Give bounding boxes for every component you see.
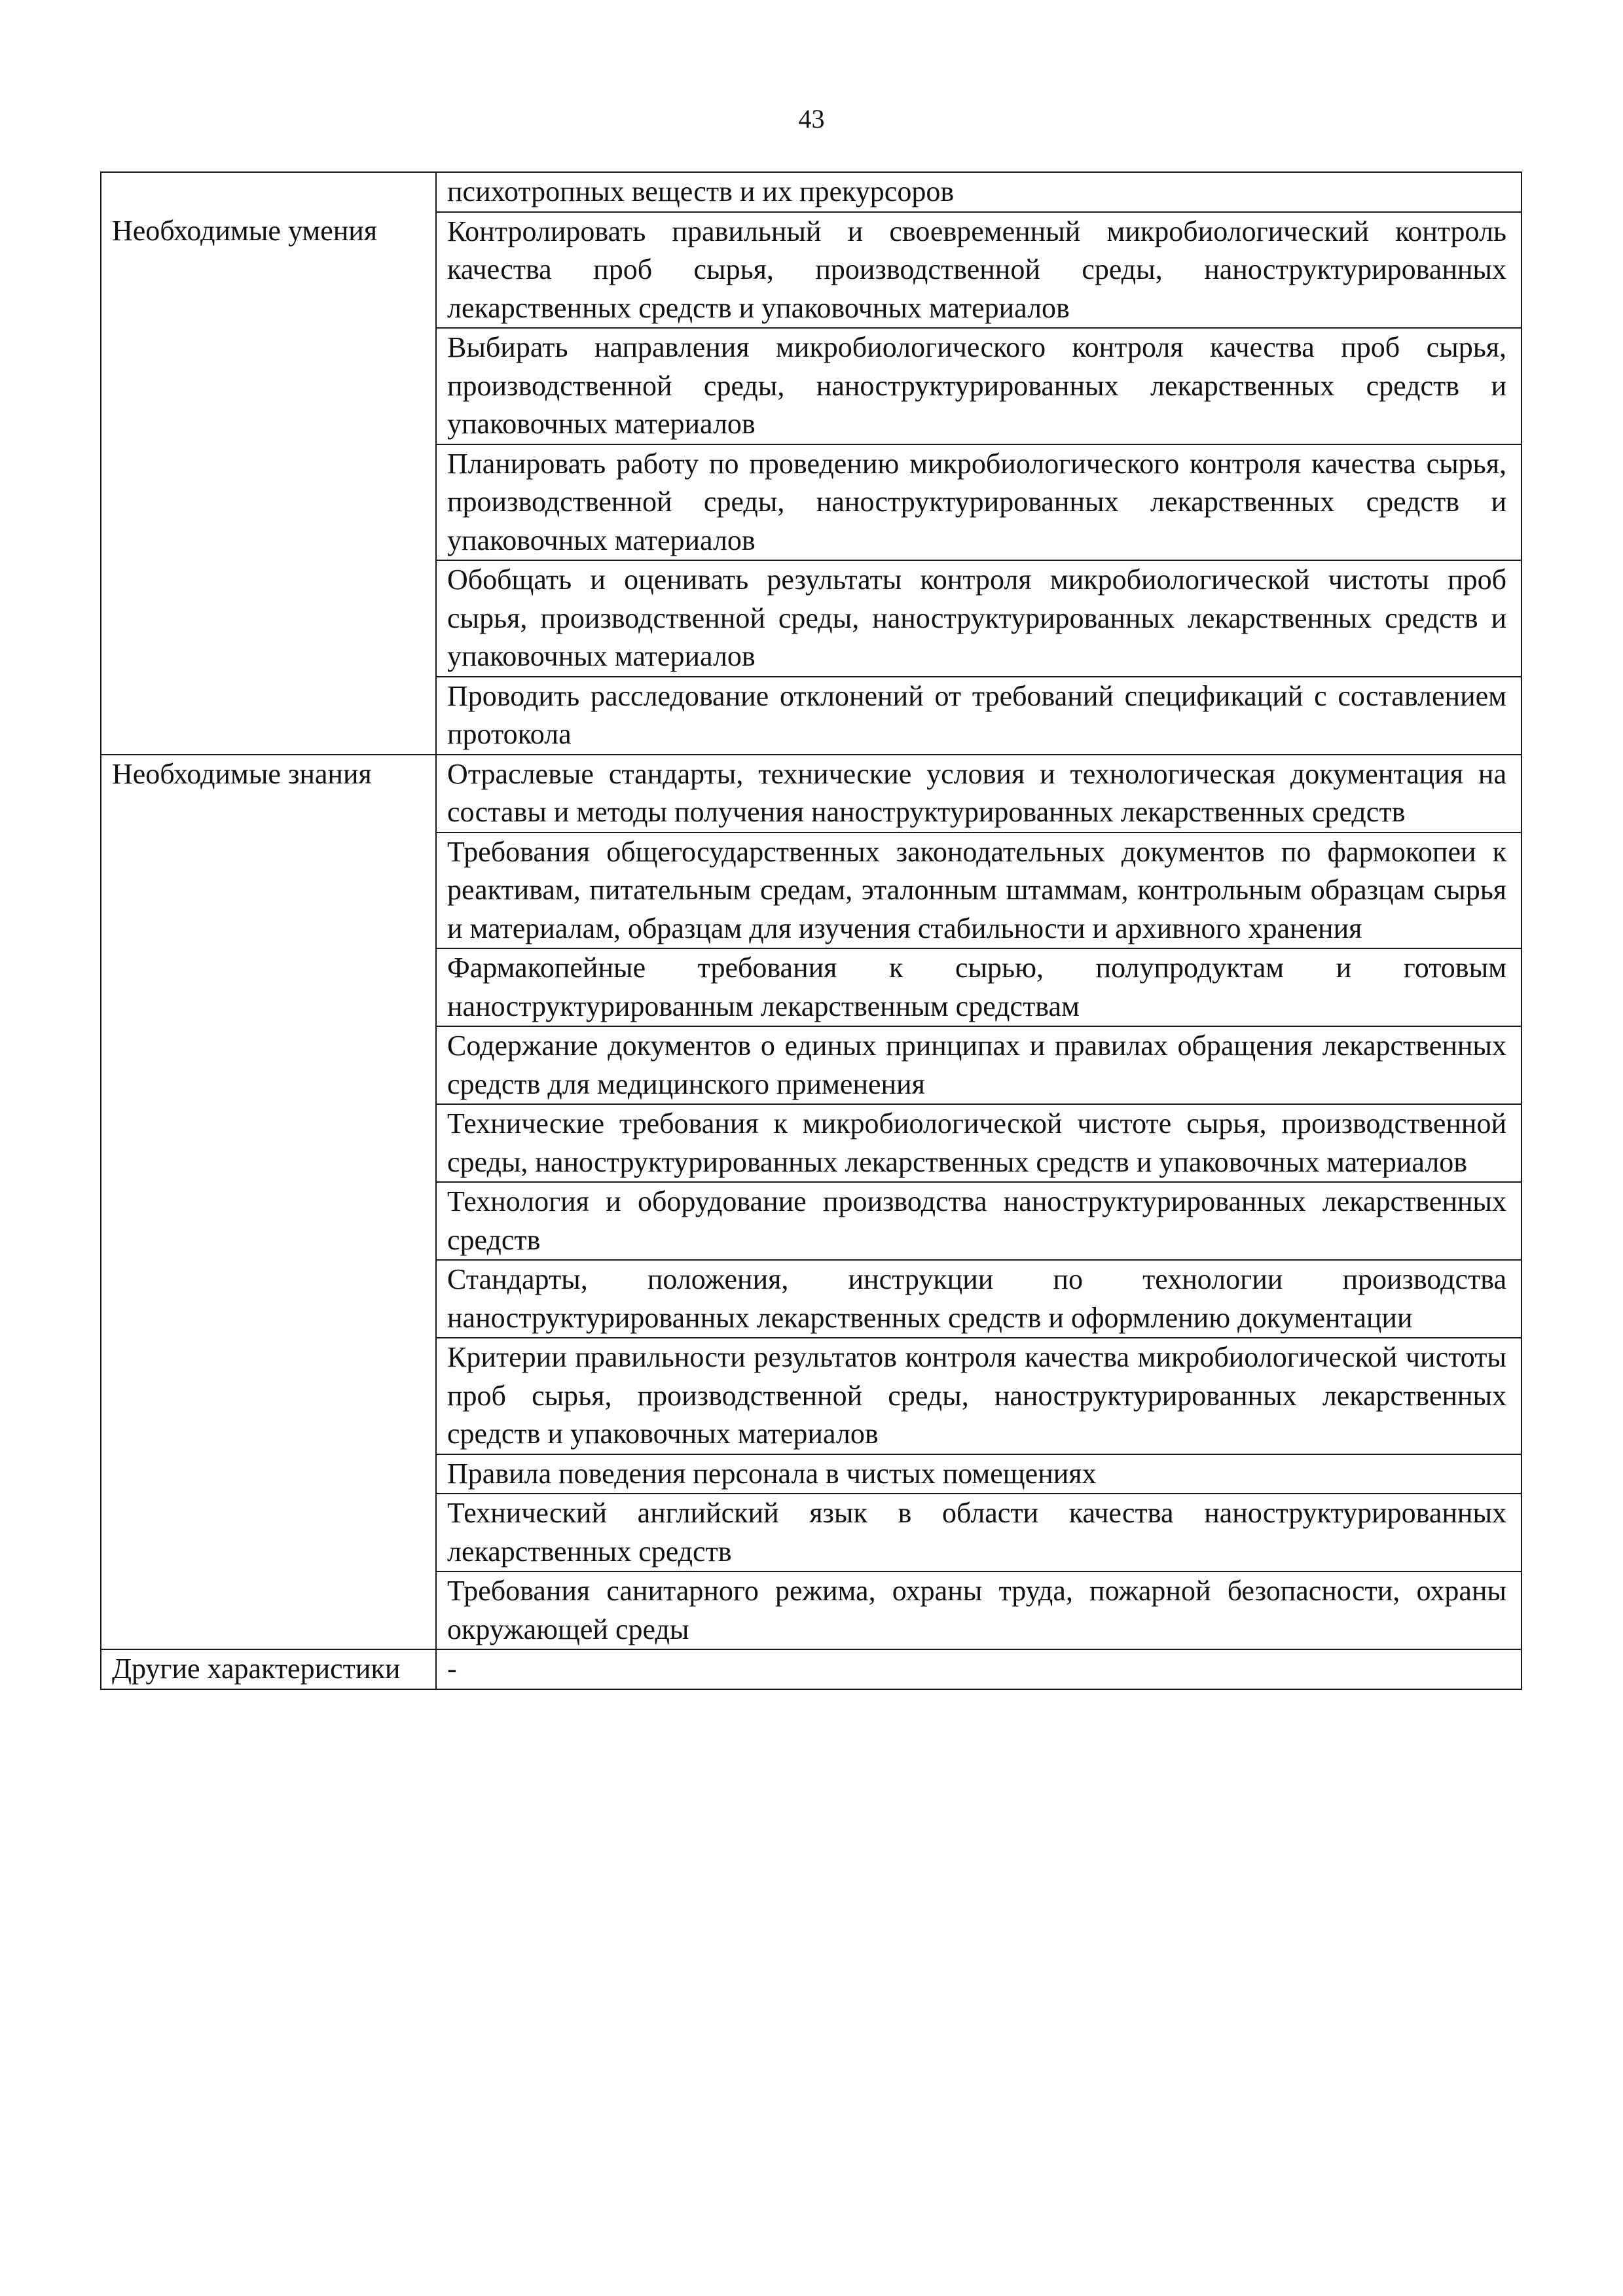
row-label	[101, 677, 436, 755]
row-value: Обобщать и оценивать результаты контроля микробиологической чистоты проб сырья, производственной среды, наноструктурированных лекарственных средств и упаковочных материалов	[436, 560, 1522, 677]
row-label-other: Другие характеристики	[101, 1649, 436, 1689]
table-row	[101, 560, 1522, 677]
table-row	[101, 677, 1522, 755]
row-label	[101, 1182, 436, 1260]
row-label	[101, 833, 436, 949]
row-value: Фармакопейные требования к сырью, полупродуктам и готовым наноструктурированным лекарственным средствам	[436, 948, 1522, 1026]
row-label	[101, 1260, 436, 1338]
row-label	[101, 444, 436, 561]
row-value: Критерии правильности результатов контроля качества микробиологической чистоты проб сырья, производственной среды, наноструктурированных лекарственных средств и упаковочных материалов	[436, 1338, 1522, 1454]
table-row	[101, 1182, 1522, 1260]
row-value: Требования санитарного режима, охраны труда, пожарной безопасности, охраны окружающей среды	[436, 1571, 1522, 1649]
row-label	[101, 1494, 436, 1571]
row-label	[101, 948, 436, 1026]
row-value: Выбирать направления микробиологического контроля качества проб сырья, производственной среды, наноструктурированных лекарственных средств и упаковочных материалов	[436, 328, 1522, 444]
row-value: Контролировать правильный и своевременный микробиологический контроль качества проб сырья, производственной среды, наноструктурированных лекарственных средств и упаковочных материалов	[436, 212, 1522, 329]
row-value: Правила поведения персонала в чистых помещениях	[436, 1454, 1522, 1494]
row-value: Технический английский язык в области качества наноструктурированных лекарственных средств	[436, 1494, 1522, 1571]
row-label	[101, 1571, 436, 1649]
table-row	[101, 1026, 1522, 1104]
table-row	[101, 172, 1522, 212]
row-value: Требования общегосударственных законодательных документов по фармокопеи к реактивам, питательным средам, эталонным штаммам, контрольным образцам сырья и материалам, образцам для изучения стабильности и архивного хранения	[436, 833, 1522, 949]
qualification-table	[100, 171, 1522, 1690]
table-row	[101, 1454, 1522, 1494]
row-label-knowledge: Необходимые знания	[101, 755, 436, 833]
table-row	[101, 1338, 1522, 1454]
row-label	[101, 1454, 436, 1494]
row-value: Стандарты, положения, инструкции по технологии производства наноструктурированных лекарственных средств и оформлению документации	[436, 1260, 1522, 1338]
row-value: Технология и оборудование производства наноструктурированных лекарственных средств	[436, 1182, 1522, 1260]
table-row	[101, 1104, 1522, 1182]
table-row	[101, 1649, 1522, 1689]
table-row	[101, 833, 1522, 949]
row-value: -	[436, 1649, 1522, 1689]
table-row	[101, 328, 1522, 444]
row-label	[101, 1104, 436, 1182]
table-row	[101, 212, 1522, 329]
row-value: психотропных веществ и их прекурсоров	[436, 172, 1522, 212]
row-label	[101, 1026, 436, 1104]
row-label	[101, 328, 436, 444]
row-label	[101, 560, 436, 677]
row-label	[101, 172, 436, 212]
table-row	[101, 1260, 1522, 1338]
table-row	[101, 755, 1522, 833]
row-value: Проводить расследование отклонений от требований спецификаций с составлением протокола	[436, 677, 1522, 755]
row-value: Планировать работу по проведению микробиологического контроля качества сырья, производственной среды, наноструктурированных лекарственных средств и упаковочных материалов	[436, 444, 1522, 561]
table-row	[101, 1571, 1522, 1649]
row-label-skills: Необходимые умения	[101, 212, 436, 329]
row-value: Содержание документов о единых принципах и правилах обращения лекарственных средств для медицинского применения	[436, 1026, 1522, 1104]
table-row	[101, 1494, 1522, 1571]
row-label	[101, 1338, 436, 1454]
table-row	[101, 444, 1522, 561]
page-number: 43	[798, 104, 825, 134]
row-value: Отраслевые стандарты, технические условия и технологическая документация на составы и методы получения наноструктурированных лекарственных средств	[436, 755, 1522, 833]
row-value: Технические требования к микробиологической чистоте сырья, производственной среды, наноструктурированных лекарственных средств и упаковочных материалов	[436, 1104, 1522, 1182]
table-row	[101, 948, 1522, 1026]
